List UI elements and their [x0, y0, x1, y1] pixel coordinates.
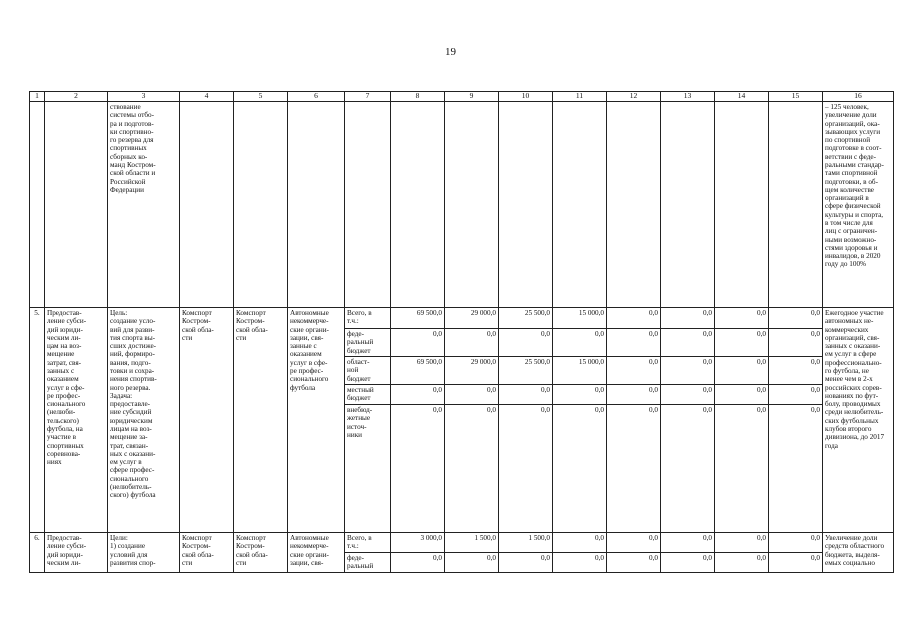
amount-cell: 69 500,0 [391, 308, 445, 329]
amount-cell: 3 000,0 [391, 533, 445, 553]
amount-cell: 0,0 [769, 552, 823, 572]
amount-cell: 0,0 [769, 533, 823, 553]
amount-cell: 0,0 [607, 308, 661, 329]
col-header: 12 [607, 92, 661, 102]
table-row [30, 533, 894, 553]
amount-cell: 0,0 [445, 552, 499, 572]
amount-cell: 0,0 [769, 405, 823, 533]
col-header: 14 [715, 92, 769, 102]
amount-cell: 0,0 [553, 385, 607, 405]
amount-cell: 0,0 [391, 329, 445, 357]
amount-cell: 0,0 [553, 329, 607, 357]
amount-cell: 0,0 [499, 552, 553, 572]
coexecutor-cell: Комспорт Костром- ской обла- сти [234, 308, 288, 533]
amount-cell: 0,0 [445, 329, 499, 357]
col-header: 3 [108, 92, 180, 102]
amount-cell: 25 500,0 [499, 308, 553, 329]
amount-cell: 29 000,0 [445, 357, 499, 385]
amount-cell: 0,0 [769, 308, 823, 329]
col-header: 1 [30, 92, 45, 102]
executor-cell: Комспорт Костром- ской обла- сти [180, 533, 234, 573]
amount-cell: 1 500,0 [445, 533, 499, 553]
amount-cell: 0,0 [607, 329, 661, 357]
measure-goal-cell: Цель: создание усло- вий для разви- тия спорта вы- сших достиже- ний, формиро- вания, подго- товки и сохра- нения спортив- ного резерва. Задача: предоставле- ние субсидий юридическим лицам на воз- мещение за- трат, связан- ных с оказани- ем услуг в сфере профес- сионального (нелюбитель- ского) футбола [108, 308, 180, 533]
result-cell: Увеличение доли средств областного бюджета, выделя- емых социально [823, 533, 894, 573]
amount-cell: 0,0 [661, 405, 715, 533]
amount-cell: 0,0 [553, 405, 607, 533]
amount-cell: 29 000,0 [445, 308, 499, 329]
header-row [30, 92, 894, 102]
amount-cell: 0,0 [661, 308, 715, 329]
amount-cell: 15 000,0 [553, 308, 607, 329]
funding-source: местный бюджет [345, 385, 391, 405]
amount-cell: 0,0 [445, 405, 499, 533]
amount-cell: 0,0 [607, 405, 661, 533]
col-header: 4 [180, 92, 234, 102]
amount-cell: 0,0 [499, 385, 553, 405]
amount-cell: 0,0 [445, 385, 499, 405]
amount-cell: 0,0 [661, 357, 715, 385]
amount-cell: 0,0 [715, 552, 769, 572]
amount-cell: 0,0 [607, 357, 661, 385]
funding-source: Всего, в т.ч.: [345, 533, 391, 553]
measure-goal-cell: ствование системы отбо- ра и подготов- ки спортивно- го резерва для спортивных сборных ко- манд Костром- ской области и Российской Федерации [108, 102, 180, 308]
amount-cell: 15 000,0 [553, 357, 607, 385]
amount-cell: 69 500,0 [391, 357, 445, 385]
funding-source: Всего, в т.ч.: [345, 308, 391, 329]
measure-name-cell: Предостав- ление субси- дий юриди- ческим ли- [45, 533, 108, 573]
amount-cell: 0,0 [715, 533, 769, 553]
amount-cell: 0,0 [769, 357, 823, 385]
amount-cell: 1 500,0 [499, 533, 553, 553]
result-cell: – 125 человек, увеличение доли организаций, ока- зывающих услуги по спортивной подготовке в соот- ветствии с феде- ральными стандар- тами спортивной подготовки, в об- щем количестве организаций в сфере физической культуры и спорта, в том числе для лиц с ограничен- ными возможно- стями здоровья и инвалидов, в 2020 году до 100% [823, 102, 894, 308]
col-header: 11 [553, 92, 607, 102]
executor-cell: Комспорт Костром- ской обла- сти [180, 308, 234, 533]
amount-cell: 0,0 [553, 552, 607, 572]
col-header: 16 [823, 92, 894, 102]
col-header: 6 [288, 92, 345, 102]
row-number: 5. [30, 308, 45, 533]
program-table [29, 91, 894, 573]
funding-source: област- ной бюджет [345, 357, 391, 385]
col-header: 2 [45, 92, 108, 102]
col-header: 7 [345, 92, 391, 102]
amount-cell: 0,0 [661, 533, 715, 553]
amount-cell: 0,0 [715, 385, 769, 405]
col-header: 8 [391, 92, 445, 102]
amount-cell: 0,0 [715, 357, 769, 385]
funding-source: феде- ральный [345, 552, 391, 572]
amount-cell: 0,0 [661, 552, 715, 572]
amount-cell: 0,0 [391, 385, 445, 405]
amount-cell: 0,0 [715, 308, 769, 329]
amount-cell: 0,0 [769, 385, 823, 405]
amount-cell: 0,0 [769, 329, 823, 357]
col-header: 13 [661, 92, 715, 102]
coexecutor-cell: Комспорт Костром- ской обла- сти [234, 533, 288, 573]
amount-cell: 0,0 [391, 405, 445, 533]
col-header: 9 [445, 92, 499, 102]
funding-source: внебюд- жетные источ- ники [345, 405, 391, 533]
page-number: 19 [445, 46, 456, 58]
table-row-continuation [30, 102, 894, 308]
result-cell: Ежегодное участие автономных не- коммерческих организаций, свя- занных с оказани- ем услуг в сфере профессионально- го футбола, не менее чем в 2-х российских сорев- нованиях по фут- болу, проводимых среди нелюбитель- ских футбольных клубов второго дивизиона, до 2017 года [823, 308, 894, 533]
amount-cell: 0,0 [499, 329, 553, 357]
amount-cell: 0,0 [391, 552, 445, 572]
col-header: 5 [234, 92, 288, 102]
col-header: 15 [769, 92, 823, 102]
amount-cell: 0,0 [499, 405, 553, 533]
funding-source: феде- ральный бюджет [345, 329, 391, 357]
amount-cell: 0,0 [715, 405, 769, 533]
row-number: 6. [30, 533, 45, 573]
recipient-cell: Автономные некоммерче- ские органи- зации, свя- занные с оказанием услуг в сфе- ре профес- сионального футбола [288, 308, 345, 533]
amount-cell: 0,0 [715, 329, 769, 357]
table-row [30, 308, 894, 329]
amount-cell: 0,0 [661, 329, 715, 357]
amount-cell: 0,0 [553, 533, 607, 553]
measure-name-cell: Предостав- ление субси- дий юриди- ческим ли- цам на воз- мещение затрат, свя- занных с оказанием услуг в сфе- ре профес- сионального (нелюби- тельского) футбола, на участие в спортивных соревнова- ниях [45, 308, 108, 533]
amount-cell: 0,0 [607, 385, 661, 405]
amount-cell: 25 500,0 [499, 357, 553, 385]
amount-cell: 0,0 [607, 552, 661, 572]
measure-goal-cell: Цели: 1) создание условий для развития спор- [108, 533, 180, 573]
recipient-cell: Автономные некоммерче- ские органи- зации, свя- [288, 533, 345, 573]
amount-cell: 0,0 [661, 385, 715, 405]
col-header: 10 [499, 92, 553, 102]
amount-cell: 0,0 [607, 533, 661, 553]
